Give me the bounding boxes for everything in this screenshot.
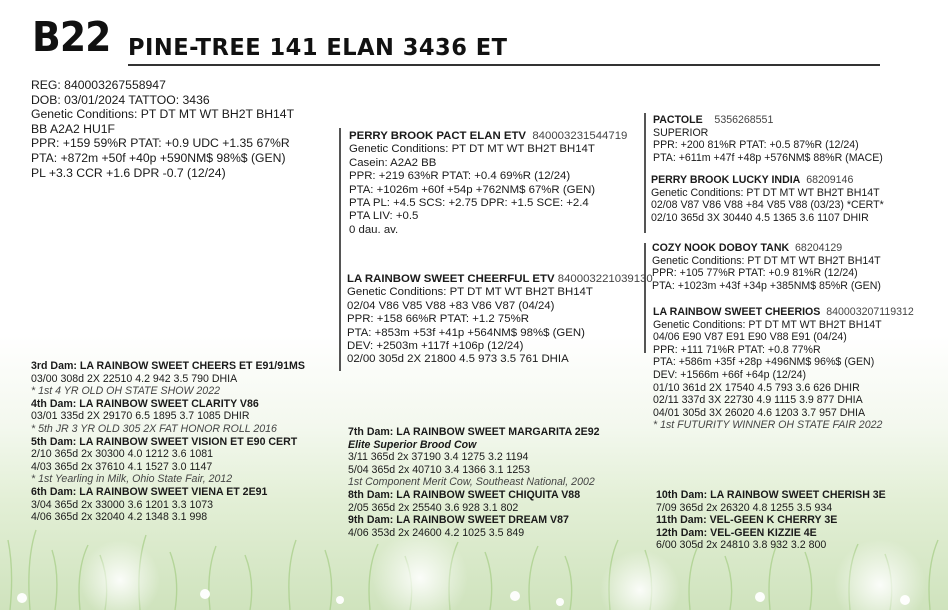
dam-8-title: 8th Dam: LA RAINBOW SWEET CHIQUITA V88 <box>348 488 581 501</box>
sire-dam-reg: 68209146 <box>806 174 854 186</box>
dam-dam-block <box>653 306 914 432</box>
dam-7-honor: Elite Superior Brood Cow <box>348 438 477 451</box>
dam-reg: 840003221039130 <box>557 273 653 285</box>
animal-info-line: Genetic Conditions: PT DT MT WT BH2T BH14T <box>31 107 295 122</box>
sire-dam-line: 02/10 365d 3X 30440 4.5 1365 3.6 1107 DHIR <box>651 211 869 224</box>
sire-line: PTA LIV: +0.5 <box>349 210 419 223</box>
dam-9-record: 4/06 353d 2x 24600 4.2 1025 3.5 849 <box>348 526 525 539</box>
dam-dam-line: PTA: +586m +35f +28p +496NM$ 96%$ (GEN) <box>653 356 875 369</box>
animal-info-line: PTA: +872m +50f +40p +590NM$ 98%$ (GEN) <box>31 150 286 165</box>
dam-name: LA RAINBOW SWEET CHEERFUL ETV <box>347 273 555 285</box>
dam-dam-name: LA RAINBOW SWEET CHEERIOS <box>653 306 821 318</box>
animal-info-line: BB A2A2 HU1F <box>31 121 115 136</box>
sire-side-bracket-line <box>644 113 646 233</box>
dam-dam-line: Genetic Conditions: PT DT MT WT BH2T BH14T <box>653 318 882 331</box>
dam-10-record: 7/09 365d 2x 26320 4.8 1255 3.5 934 <box>656 501 833 514</box>
sire-dam-block <box>651 174 884 224</box>
dam-10-title: 10th Dam: LA RAINBOW SWEET CHERISH 3E <box>656 489 886 501</box>
dam-4-title: 4th Dam: LA RAINBOW SWEET CLARITY V86 <box>31 397 259 410</box>
sire-dam-line: Genetic Conditions: PT DT MT WT BH2T BH14T <box>651 186 880 199</box>
animal-info-line: DOB: 03/01/2024 TATTOO: 3436 <box>31 92 210 107</box>
dam-7-note: 1st Component Merit Cow, Southeast National, 2002 <box>348 476 595 489</box>
sire-line: PTA PL: +4.5 SCS: +2.75 DPR: +1.5 SCE: +2.4 <box>349 197 589 210</box>
dam-bracket-line <box>339 277 341 371</box>
dam-dam-line: 01/10 361d 2X 17540 4.5 793 3.6 626 DHIR <box>653 381 860 394</box>
dam-6-title: 6th Dam: LA RAINBOW SWEET VIENA ET 2E91 <box>31 485 268 498</box>
dam-line: 02/04 V86 V85 V88 +83 V86 V87 (04/24) <box>347 299 555 312</box>
dam-sire-line: Genetic Conditions: PT DT MT WT BH2T BH14T <box>652 254 881 267</box>
sire-dam-line: 02/08 V87 V86 V88 +84 V85 V88 (03/23) *CERT* <box>651 199 884 212</box>
dam-7-record: 3/11 365d 2x 37190 3.4 1275 3.2 1194 <box>348 451 529 464</box>
sire-block <box>349 130 627 237</box>
sire-line: PPR: +219 63%R PTAT: +0.4 69%R (12/24) <box>349 170 571 183</box>
dam-dam-line: DEV: +1566m +66f +64p (12/24) <box>653 368 807 381</box>
dam-sire-line: PPR: +105 77%R PTAT: +0.9 81%R (12/24) <box>652 267 858 280</box>
dam-7-record: 5/04 365d 2x 40710 3.4 1366 3.1 1253 <box>348 463 531 476</box>
dam-dam-line: PPR: +111 71%R PTAT: +0.8 77%R <box>653 343 821 356</box>
sire-sire-name: PACTOLE <box>653 114 703 126</box>
animal-info-line: REG: 840003267558947 <box>31 78 166 92</box>
dam-3-title: 3rd Dam: LA RAINBOW SWEET CHEERS ET E91/91MS <box>31 360 305 372</box>
sire-sire-line: SUPERIOR <box>653 126 709 139</box>
right-dams-block <box>656 489 886 552</box>
sire-sire-block <box>653 114 883 164</box>
dam-dam-line: 02/11 337d 3X 22730 4.9 1115 3.9 877 DHIA <box>653 394 863 407</box>
sire-name: PERRY BROOK PACT ELAN ETV <box>349 130 526 142</box>
dam-line: DEV: +2503m +117f +106p (12/24) <box>347 340 524 353</box>
dam-5-record: 4/03 365d 2x 37610 4.1 1527 3.0 1147 <box>31 460 213 473</box>
dam-sire-line: PTA: +1023m +43f +34p +385NM$ 85%R (GEN) <box>652 279 881 292</box>
left-dams-block <box>31 360 305 524</box>
sire-line: 0 dau. av. <box>349 223 399 236</box>
dam-line: PTA: +853m +53f +41p +564NM$ 98%$ (GEN) <box>347 326 585 339</box>
dam-5-note: * 1st Yearling in Milk, Ohio State Fair, 2012 <box>31 473 233 486</box>
dam-block <box>347 273 653 367</box>
dam-4-note: * 5th JR 3 YR OLD 305 2X FAT HONOR ROLL 2016 <box>31 422 277 435</box>
dam-12-title: 12th Dam: VEL-GEEN KIZZIE 4E <box>656 526 817 539</box>
dam-6-record: 3/04 365d 2x 33000 3.6 1201 3.3 1073 <box>31 498 214 511</box>
sire-line: Genetic Conditions: PT DT MT WT BH2T BH14T <box>349 143 595 156</box>
dam-sire-reg: 68204129 <box>795 242 843 254</box>
lot-number: B22 <box>32 13 111 61</box>
dam-5-record: 2/10 365d 2x 30300 4.0 1212 3.6 1081 <box>31 448 214 461</box>
mid-dams-block <box>348 426 600 539</box>
dam-4-record: 03/01 335d 2X 29170 6.5 1895 3.7 1085 DHIR <box>31 410 250 423</box>
dam-line: 02/00 305d 2X 21800 4.5 973 3.5 761 DHIA <box>347 353 569 366</box>
animal-name: PINE-TREE 141 ELAN 3436 ET <box>128 35 508 61</box>
header-divider <box>128 64 880 66</box>
dam-sire-block <box>652 242 881 292</box>
sire-bracket-line <box>339 128 341 277</box>
sire-dam-name: PERRY BROOK LUCKY INDIA <box>651 174 801 186</box>
dam-3-note: * 1st 4 YR OLD OH STATE SHOW 2022 <box>31 385 220 398</box>
dam-sire-name: COZY NOOK DOBOY TANK <box>652 242 790 254</box>
sire-sire-line: PPR: +200 81%R PTAT: +0.5 87%R (12/24) <box>653 139 859 152</box>
sire-reg: 840003231544719 <box>532 130 628 142</box>
animal-info-line: PL +3.3 CCR +1.6 DPR -0.7 (12/24) <box>31 165 226 180</box>
sire-sire-line: PTA: +611m +47f +48p +576NM$ 88%R (MACE) <box>653 151 883 164</box>
dam-7-title: 7th Dam: LA RAINBOW SWEET MARGARITA 2E92 <box>348 426 600 438</box>
dam-dam-reg: 840003207119312 <box>826 306 914 318</box>
dam-6-record: 4/06 365d 2x 32040 4.2 1348 3.1 998 <box>31 511 208 524</box>
dam-line: PPR: +158 66%R PTAT: +1.2 75%R <box>347 313 529 326</box>
sire-sire-reg: 5356268551 <box>714 114 774 126</box>
dam-9-title: 9th Dam: LA RAINBOW SWEET DREAM V87 <box>348 514 569 527</box>
dam-line: Genetic Conditions: PT DT MT WT BH2T BH14T <box>347 286 593 299</box>
dam-5-title: 5th Dam: LA RAINBOW SWEET VISION ET E90 CERT <box>31 435 298 448</box>
dam-12-record: 6/00 305d 2x 24810 3.8 932 3.2 800 <box>656 539 827 552</box>
animal-info-line: PPR: +159 59%R PTAT: +0.9 UDC +1.35 67%R <box>31 136 290 151</box>
dam-dam-note: * 1st FUTURITY WINNER OH STATE FAIR 2022 <box>653 419 883 432</box>
dam-8-record: 2/05 365d 2x 25540 3.6 928 3.1 802 <box>348 501 519 514</box>
dam-dam-line: 04/01 305d 3X 26020 4.6 1203 3.7 957 DHIA <box>653 406 866 419</box>
dam-3-record: 03/00 308d 2X 22510 4.2 942 3.5 790 DHIA <box>31 372 238 385</box>
sire-line: Casein: A2A2 BB <box>349 156 437 169</box>
dam-dam-line: 04/06 E90 V87 E91 E90 V88 E91 (04/24) <box>653 331 847 344</box>
sire-line: PTA: +1026m +60f +54p +762NM$ 67%R (GEN) <box>349 183 596 196</box>
dam-11-title: 11th Dam: VEL-GEEN K CHERRY 3E <box>656 514 838 527</box>
animal-info <box>31 78 294 180</box>
